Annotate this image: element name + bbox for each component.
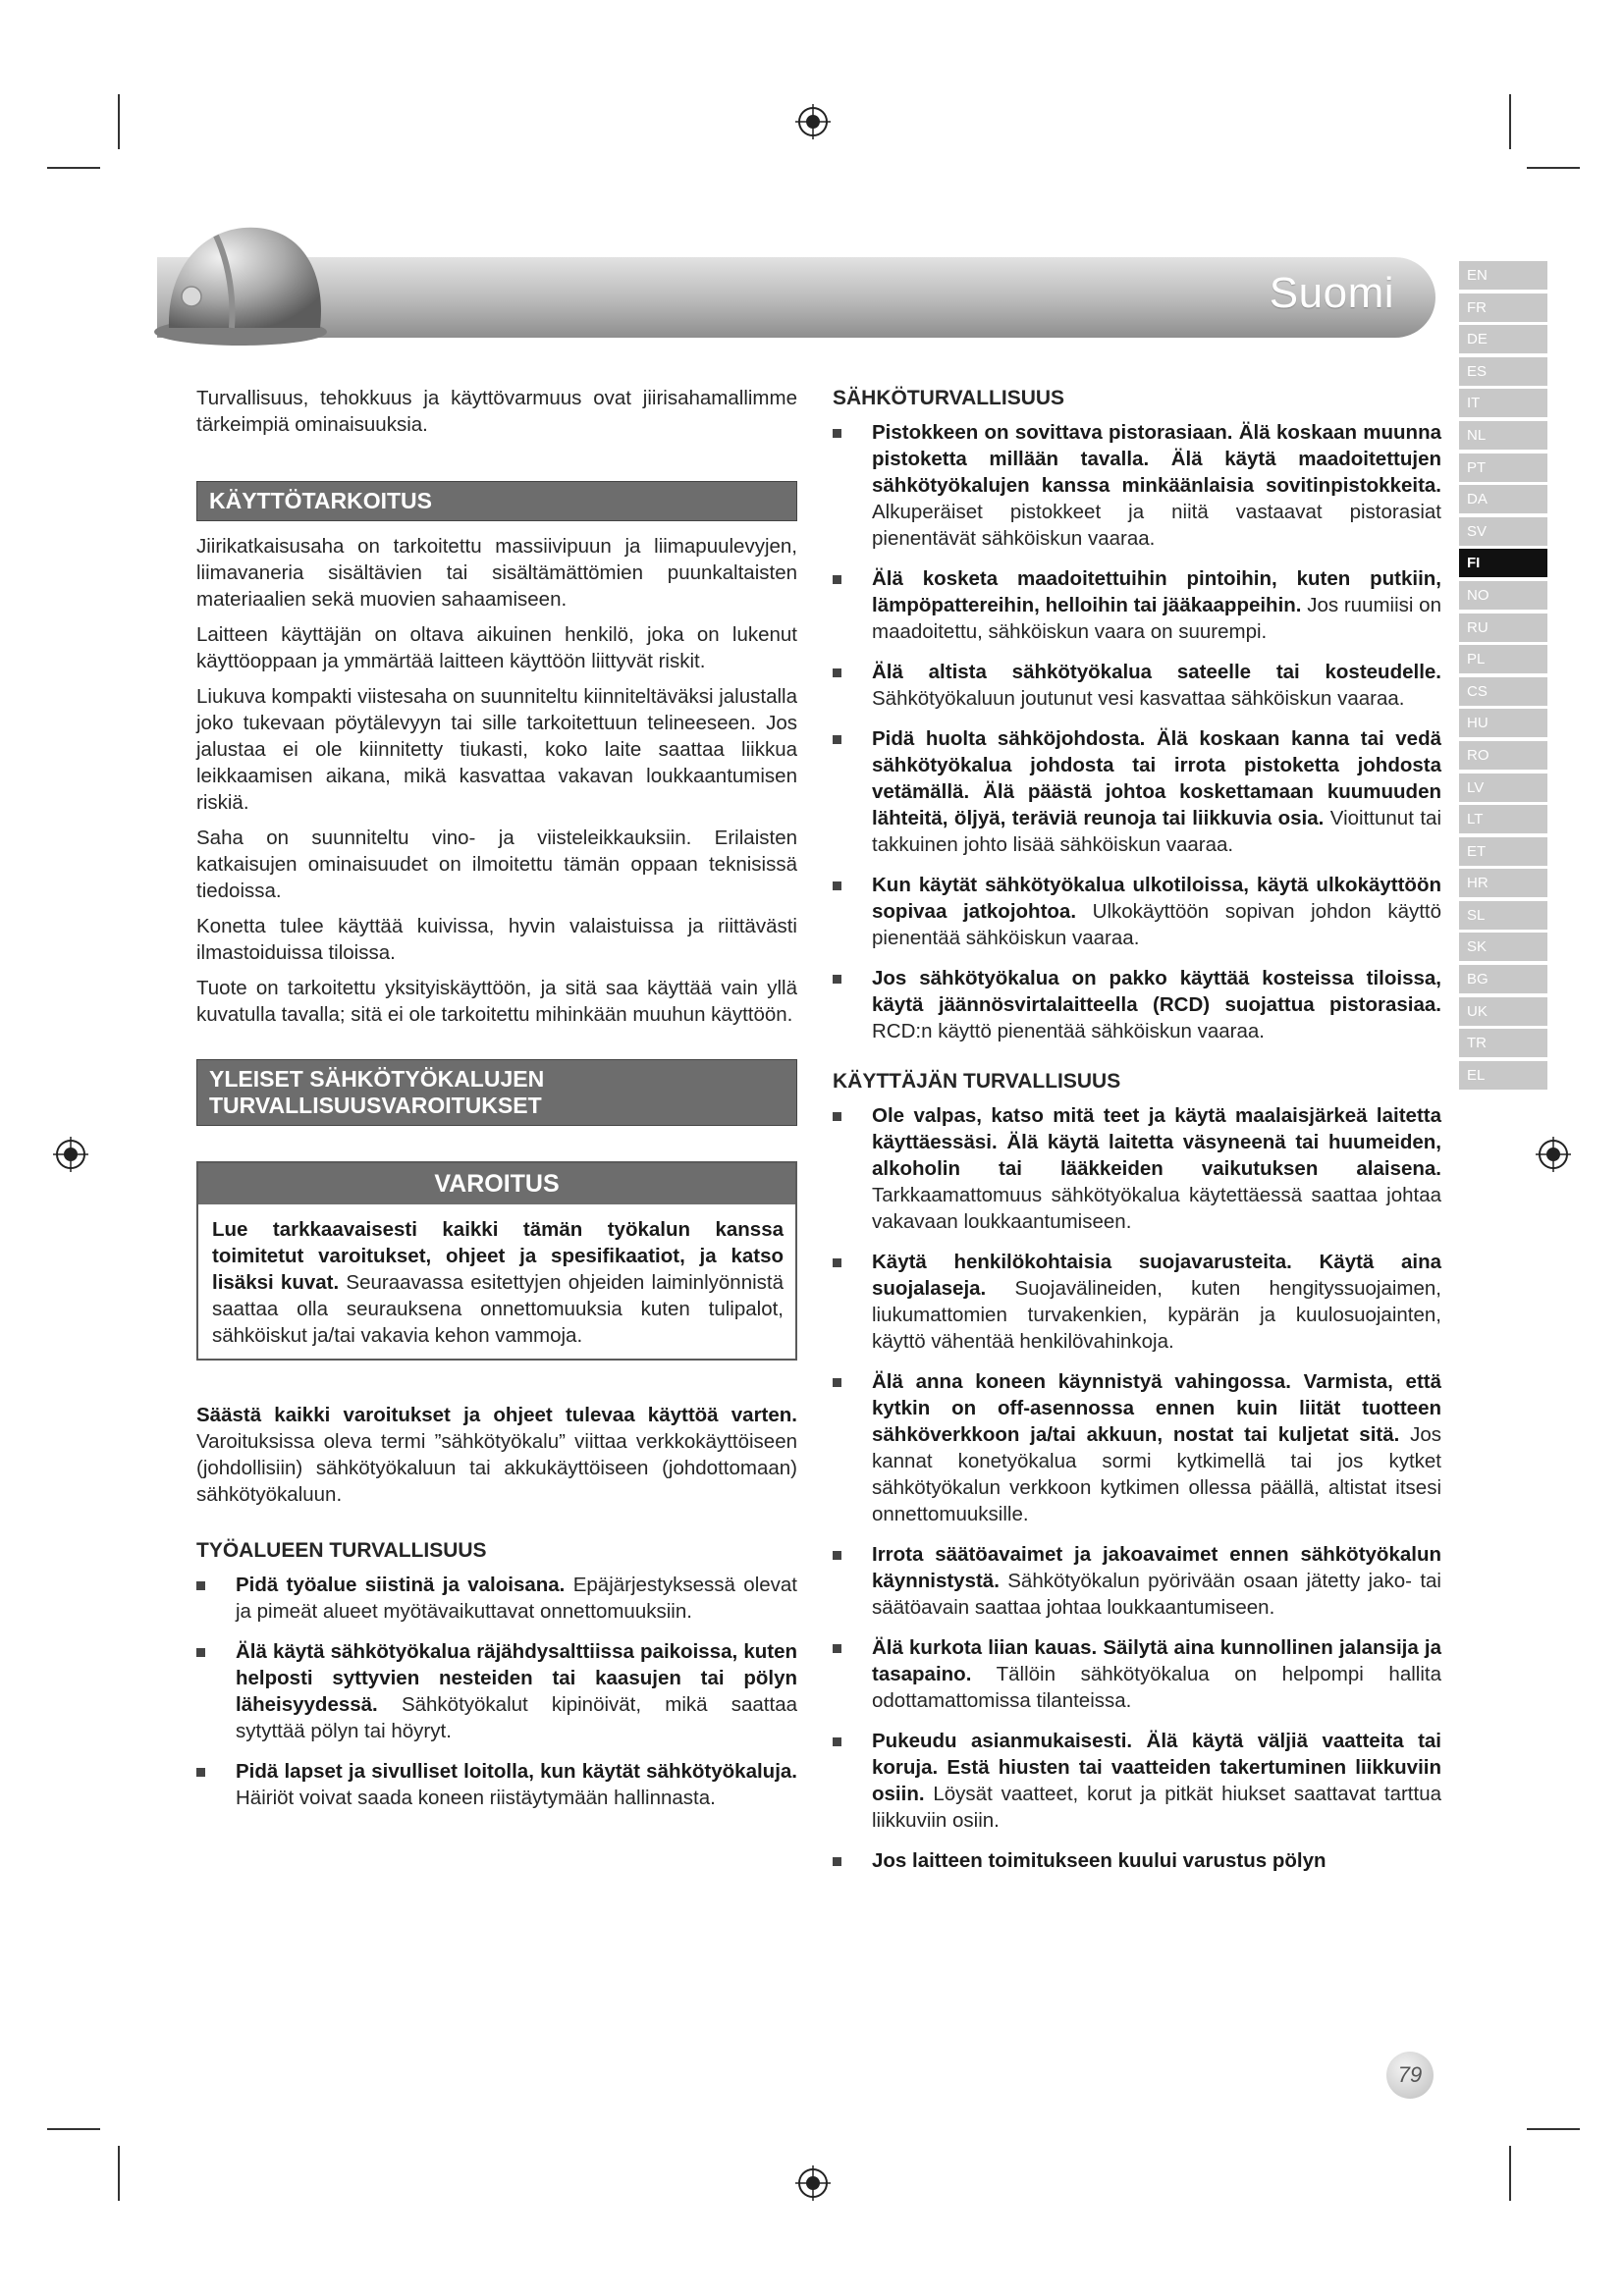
list-item <box>833 872 1441 951</box>
paragraph: Tuote on tarkoitettu yksityiskäyttöön, ja sitä saa käyttää vain yllä kuvatulla tavalla; sitä ei ole tarkoitettu mihinkään muuhun käyttöön. <box>196 977 797 1026</box>
list-item <box>196 1758 797 1811</box>
work-area-list <box>196 1572 797 1811</box>
list-item <box>833 1634 1441 1714</box>
save-instructions <box>196 1402 797 1508</box>
language-tab-it[interactable]: IT <box>1459 389 1547 417</box>
list-item-text: Sähkötyökalut kipinöivät, mikä saattaa sytyttää pölyn tai höyryt. <box>236 1693 797 1742</box>
language-tab-tr[interactable]: TR <box>1459 1029 1547 1057</box>
list-item-text: Löysät vaatteet, korut ja pitkät hiukset saattavat tarttua liikkuviin osiin. <box>872 1783 1441 1832</box>
list-item-bold: Pidä lapset ja sivulliset loitolla, kun käytät sähkötyökaluja. <box>236 1760 797 1783</box>
language-tab-sv[interactable]: SV <box>1459 517 1547 546</box>
paragraph: Saha on suunniteltu vino- ja viisteleikkauksiin. Erilaisten katkaisujen ominaisuudet on ilmoitettu tämän oppaan teknisissä tiedoissa. <box>196 827 797 902</box>
language-tab-sk[interactable]: SK <box>1459 933 1547 961</box>
list-item-text: Alkuperäiset pistokkeet ja niitä vastaavat pistorasiat pienentävät sähköiskun vaaraa. <box>872 501 1441 550</box>
language-tab-lt[interactable]: LT <box>1459 805 1547 833</box>
list-item <box>833 1102 1441 1235</box>
language-tab-es[interactable]: ES <box>1459 357 1547 386</box>
list-item <box>833 1541 1441 1621</box>
crop-mark <box>1509 94 1511 149</box>
list-item <box>833 1249 1441 1355</box>
list-item <box>833 419 1441 552</box>
language-tab-lv[interactable]: LV <box>1459 774 1547 802</box>
crop-mark <box>1509 2146 1511 2201</box>
list-item-bold: Irrota säätöavaimet ja jakoavaimet ennen sähkötyökalun käynnistystä. <box>872 1543 1441 1592</box>
warning-bold-text: Lue tarkkaavaisesti kaikki tämän työkalun kanssa toimitetut varoitukset, ohjeet ja spesifikaatiot, ja katso lisäksi kuvat. <box>212 1218 784 1294</box>
crop-mark <box>118 94 120 149</box>
list-item-text: Tällöin sähkötyökalua on helpompi hallita odottamattomissa tilanteissa. <box>872 1663 1441 1712</box>
list-item-bold: Älä kurkota liian kauas. Säilytä aina kunnollinen jalansija ja tasapaino. <box>872 1636 1441 1685</box>
warning-normal-text: Seuraavassa esitettyjen ohjeiden laiminlyönnistä saattaa olla seurauksena onnettomuuksia kuten tulipalot, sähköiskut ja/tai vakavia kehon vammoja. <box>212 1271 784 1347</box>
list-item-bold: Pistokkeen on sovittava pistorasiaan. Älä koskaan muunna pistoketta millään tavalla. Älä käytä maadoitettujen sähkötyökalujen kanssa minkäänlaisia sovitinpistokkeita. <box>872 421 1441 497</box>
language-tab-nl[interactable]: NL <box>1459 421 1547 450</box>
list-item <box>833 565 1441 645</box>
list-item-text: Häiriöt voivat saada koneen riistäytymään hallinnasta. <box>236 1787 716 1809</box>
list-item-text: Epäjärjestyksessä olevat ja pimeät alueet myötävaikuttavat onnettomuuksiin. <box>236 1574 798 1623</box>
right-column <box>833 385 1441 1888</box>
language-tab-pl[interactable]: PL <box>1459 645 1547 673</box>
language-tab-ru[interactable]: RU <box>1459 614 1547 642</box>
warning-text <box>198 1204 795 1359</box>
language-tab-hr[interactable]: HR <box>1459 869 1547 897</box>
language-tab-de[interactable]: DE <box>1459 325 1547 353</box>
language-tab-no[interactable]: NO <box>1459 581 1547 610</box>
list-item <box>833 1847 1441 1874</box>
language-tabs <box>1459 261 1547 1093</box>
crop-mark <box>1527 167 1580 169</box>
crop-mark <box>118 2146 120 2201</box>
list-item-bold: Älä anna koneen käynnistyä vahingossa. Varmista, että kytkin on off-asennossa ennen kuin liität tuotteen sähköverkkoon ja/tai akkuun, nostat tai kuljetat sitä. <box>872 1370 1441 1446</box>
list-item-text: Ulkokäyttöön sopivan johdon käyttö pienentää sähköiskun vaaraa. <box>872 900 1442 949</box>
list-item <box>833 1368 1441 1527</box>
list-item-bold: Käytä henkilökohtaisia suojavarusteita. Käytä aina suojalaseja. <box>872 1251 1441 1300</box>
list-item-bold: Jos laitteen toimitukseen kuului varustus pölyn <box>872 1849 1326 1872</box>
language-tab-et[interactable]: ET <box>1459 837 1547 866</box>
list-item <box>833 965 1441 1044</box>
language-tab-da[interactable]: DA <box>1459 485 1547 513</box>
crop-mark <box>47 2128 100 2130</box>
list-item <box>833 659 1441 712</box>
page-title: Suomi <box>1269 269 1394 317</box>
list-item-bold: Pidä työalue siistinä ja valoisana. <box>236 1574 566 1596</box>
section-heading-intended-use: KÄYTTÖTARKOITUS <box>196 481 797 521</box>
language-tab-hu[interactable]: HU <box>1459 709 1547 737</box>
list-item-bold: Jos sähkötyökalua on pakko käyttää kosteissa tiloissa, käytä jäännösvirtalaitteella (RCD) suojattua pistorasiaa. <box>872 967 1441 1016</box>
subheading-electrical-safety: SÄHKÖTURVALLISUUS <box>833 387 1065 409</box>
language-tab-bg[interactable]: BG <box>1459 965 1547 993</box>
section-heading-general-safety <box>196 1059 797 1126</box>
save-instructions-bold: Säästä kaikki varoitukset ja ohjeet tulevaa käyttöä varten. <box>196 1404 797 1426</box>
paragraph: Liukuva kompakti viistesaha on suunniteltu kiinniteltäväksi jalustalla joko tukevaan pöytälevyyn tai sille tarkoitettuun telineeseen. Jos jalustaa ei ole kiinnitetty tiukasti, koko laite saattaa liikkua leikkaamisen aikana, mikä kasvattaa vakavan loukkaantumisen riskiä. <box>196 685 797 814</box>
paragraph: Konetta tulee käyttää kuivissa, hyvin valaistuissa ja riittävästi ilmastoiduissa tiloissa. <box>196 915 797 964</box>
registration-mark-icon <box>1534 1135 1573 1174</box>
paragraph: Laitteen käyttäjän on oltava aikuinen henkilö, joka on lukenut käyttöoppaan ja ymmärtää laitteen käyttöön liittyvät riskit. <box>196 623 797 672</box>
list-item-bold: Älä käytä sähkötyökalua räjähdysalttiissa paikoissa, kuten helposti syttyvien nesteiden tai kaasujen tai pölyn läheisyydessä. <box>236 1640 797 1716</box>
list-item-text: RCD:n käyttö pienentää sähköiskun vaaraa. <box>872 1020 1265 1042</box>
list-item-text: Sähkötyökalun pyörivään osaan jätetty jako- tai säätöavain saattaa johtaa loukkaantumiseen. <box>872 1570 1441 1619</box>
language-tab-fi[interactable]: FI <box>1459 549 1547 577</box>
intro-paragraph: Turvallisuus, tehokkuus ja käyttövarmuus ovat jiirisahamallimme tärkeimpiä ominaisuuksia. <box>196 387 797 436</box>
left-column <box>196 385 797 1825</box>
language-tab-uk[interactable]: UK <box>1459 997 1547 1026</box>
safety-helmet-icon <box>147 206 334 353</box>
subheading-personal-safety: KÄYTTÄJÄN TURVALLISUUS <box>833 1070 1121 1093</box>
list-item-bold: Älä kosketa maadoitettuihin pintoihin, kuten putkiin, lämpöpattereihin, helloihin tai jääkaappeihin. <box>872 567 1441 616</box>
list-item-text: Sähkötyökaluun joutunut vesi kasvattaa sähköiskun vaaraa. <box>872 687 1405 710</box>
list-item-text: Jos ruumiisi on maadoitettu, sähköiskun vaara on suurempi. <box>872 594 1441 643</box>
subheading-work-area: TYÖALUEEN TURVALLISUUS <box>196 1539 487 1562</box>
language-tab-sl[interactable]: SL <box>1459 901 1547 930</box>
list-item-text: Tarkkaamattomuus sähkötyökalua käytettäessä saattaa johtaa vakavaan loukkaantumiseen. <box>872 1184 1441 1233</box>
list-item-text: Vioittunut tai takkuinen johto lisää sähköiskun vaaraa. <box>872 807 1441 856</box>
list-item <box>833 725 1441 858</box>
list-item-bold: Kun käytät sähkötyökalua ulkotiloissa, käytä ulkokäyttöön sopivaa jatkojohtoa. <box>872 874 1441 923</box>
list-item <box>196 1638 797 1744</box>
page-number: 79 <box>1386 2052 1434 2099</box>
language-tab-el[interactable]: EL <box>1459 1061 1547 1090</box>
language-tab-fr[interactable]: FR <box>1459 294 1547 322</box>
personal-safety-list <box>833 1102 1441 1874</box>
section-heading-line: TURVALLISUUSVAROITUKSET <box>209 1093 542 1118</box>
language-tab-ro[interactable]: RO <box>1459 741 1547 770</box>
list-item-bold: Ole valpas, katso mitä teet ja käytä maalaisjärkeä laitetta käyttäessäsi. Älä käytä laitetta väsyneenä tai huumeiden, alkoholin tai lääkkeiden vaikutuksen alaisena. <box>872 1104 1441 1180</box>
warning-box <box>196 1161 797 1361</box>
list-item-text: Suojavälineiden, kuten hengityssuojaimen, liukumattomien turvakenkien, kypärän ja kuulosuojainten, käyttö vähentää henkilövahinkoja. <box>872 1277 1441 1353</box>
header-band <box>157 257 1435 338</box>
list-item <box>833 1728 1441 1834</box>
registration-mark-icon <box>793 102 833 141</box>
list-item <box>196 1572 797 1625</box>
list-item-text: Jos kannat konetyökalua sormi kytkimellä tai jos kytket sähkötyökalun verkkoon kytkimen ollessa päällä, altistat itsesi onnettomuuksille. <box>872 1423 1441 1525</box>
electrical-safety-list <box>833 419 1441 1044</box>
paragraph: Jiirikatkaisusaha on tarkoitettu massiivipuun ja liimapuulevyjen, liimavaneria sisältävien tai sisältämättömien puunkaltaisten materiaalien sekä muovien sahaamiseen. <box>196 535 797 611</box>
list-item-bold: Pidä huolta sähköjohdosta. Älä koskaan kanna tai vedä sähkötyökalua johdosta tai irrota pistoketta johdosta vetämällä. Älä päästä johtoa koskettamaan kuumuuden lähteitä, öljyä, teräviä reunoja tai liikkuvia osia. <box>872 727 1441 829</box>
registration-mark-icon <box>793 2163 833 2203</box>
warning-title: VAROITUS <box>198 1163 795 1204</box>
language-tab-cs[interactable]: CS <box>1459 677 1547 706</box>
list-item-bold: Älä altista sähkötyökalua sateelle tai kosteudelle. <box>872 661 1441 683</box>
language-tab-pt[interactable]: PT <box>1459 454 1547 482</box>
section-heading-line: YLEISET SÄHKÖTYÖKALUJEN <box>209 1066 545 1092</box>
crop-mark <box>1527 2128 1580 2130</box>
registration-mark-icon <box>51 1135 90 1174</box>
list-item-bold: Pukeudu asianmukaisesti. Älä käytä väljiä vaatteita tai koruja. Estä hiusten tai vaatteiden takertuminen liikkuviin osiin. <box>872 1730 1441 1805</box>
crop-mark <box>47 167 100 169</box>
save-instructions-text: Varoituksissa oleva termi ”sähkötyökalu” viittaa verkkokäyttöiseen (johdollisiin) sähkötyökaluun tai akkukäyttöiseen (johdottomaan) sähkötyökaluun. <box>196 1430 797 1506</box>
language-tab-en[interactable]: EN <box>1459 261 1547 290</box>
